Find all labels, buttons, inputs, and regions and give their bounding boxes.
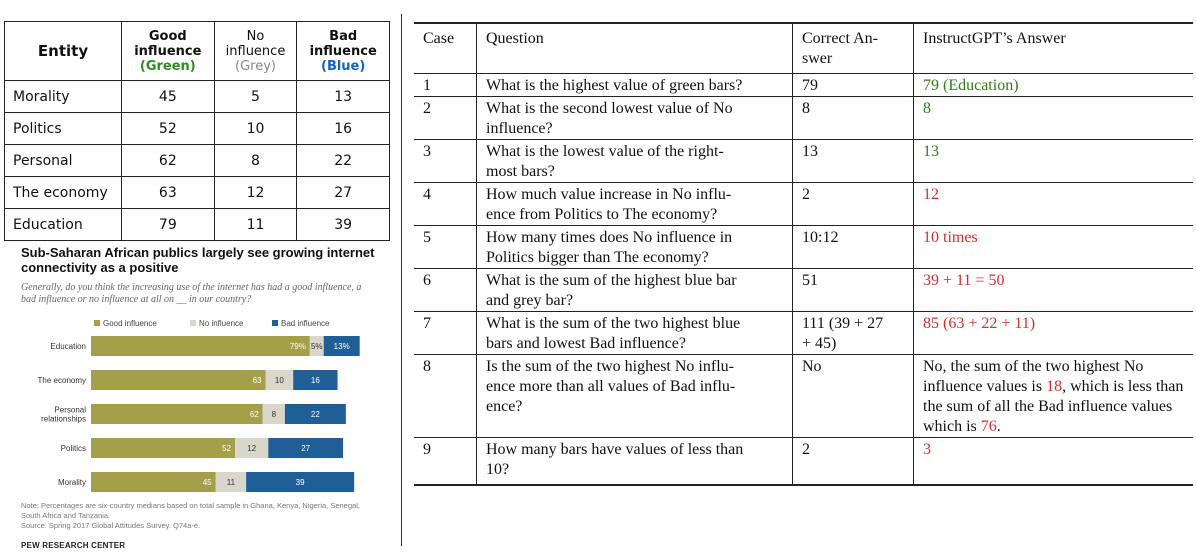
gpt-answer-cell	[914, 139, 1194, 182]
entity-header: Entity	[5, 22, 122, 81]
right-answer-text: 79 (Education)	[923, 76, 1019, 94]
good-value-cell: 63	[122, 177, 215, 209]
chart-source-text: Source: Spring 2017 Global Attitudes Survey. Q74a-e.	[21, 521, 201, 530]
bar-value-label: 13%	[333, 342, 350, 351]
correct-answer-cell	[793, 96, 914, 139]
bar-value-label: 79%	[289, 342, 306, 351]
entity-row	[5, 209, 390, 241]
chart-note	[21, 501, 381, 531]
none-value-cell: 12	[214, 177, 297, 209]
qa-row	[414, 225, 1193, 268]
qa-row	[414, 268, 1193, 311]
bad-header-line2: influence	[309, 43, 377, 59]
bar-value-label: 27	[301, 444, 311, 453]
question-line: What is the sum of the highest blue bar	[486, 271, 737, 289]
gpt-answer-cell	[914, 268, 1194, 311]
bad-influence-header	[297, 22, 390, 81]
correct-answer-line: 2	[802, 440, 810, 458]
bad-value-cell: 39	[297, 209, 390, 241]
legend-swatch	[272, 320, 278, 326]
correct-answer-line: 13	[802, 142, 818, 160]
qa-table	[414, 22, 1193, 486]
question-line: How many bars have values of less than	[486, 440, 744, 458]
qa-row	[414, 182, 1193, 225]
question-cell	[477, 182, 793, 225]
chart-note-text: Note: Percentages are six-country medians based on total sample in Ghana, Kenya, Nigeria, Senegal, South Africa and Tanzania.	[21, 501, 360, 520]
correct-answer-line: No	[802, 357, 822, 375]
panel-divider	[401, 14, 402, 546]
good-header-line1: Good	[148, 28, 187, 44]
wrong-answer-text: 76	[980, 417, 997, 435]
wrong-answer-text: 39 + 11 = 50	[923, 271, 1005, 289]
good-header-color: (Green)	[139, 58, 196, 74]
entity-cell: Personal	[5, 145, 122, 177]
none-header-line2: influence	[225, 43, 286, 59]
legend-label: Good influence	[103, 319, 157, 328]
entity-cell: Education	[5, 209, 122, 241]
question-line: Politics bigger than The economy?	[486, 248, 709, 266]
bar-value-label: 63	[252, 376, 262, 385]
question-cell	[477, 96, 793, 139]
qa-row	[414, 139, 1193, 182]
entity-row	[5, 177, 390, 209]
bar-value-label: 45	[202, 478, 212, 487]
bar-segment	[91, 472, 216, 492]
qa-row	[414, 354, 1193, 437]
bad-value-cell: 22	[297, 145, 390, 177]
entity-table-body	[5, 81, 390, 241]
answer-text: .	[996, 417, 1001, 435]
legend-label: Bad influence	[281, 319, 330, 328]
stacked-bar-chart	[10, 314, 390, 494]
entity-cell: Politics	[5, 113, 122, 145]
bar-value-label: 52	[222, 444, 232, 453]
correct-answer-header	[793, 23, 914, 73]
qa-table-body	[414, 73, 1193, 485]
wrong-answer-text: 18	[1046, 377, 1063, 395]
bad-value-cell: 16	[297, 113, 390, 145]
category-label: The economy	[37, 376, 86, 385]
bar-value-label: 22	[310, 410, 320, 419]
question-cell	[477, 311, 793, 354]
question-line: and grey bar?	[486, 291, 574, 309]
entity-table-header-row	[5, 22, 390, 81]
none-header-line1: No	[246, 28, 265, 44]
qa-row	[414, 311, 1193, 354]
gpt-answer-cell	[914, 225, 1194, 268]
answer-text: No, the sum of the two highest No influence values is	[923, 357, 1144, 395]
case-number: 1	[414, 73, 477, 96]
bar-value-label: 62	[249, 410, 259, 419]
right-answer-text: 13	[923, 142, 939, 160]
case-number: 7	[414, 311, 477, 354]
correct-answer-cell	[793, 73, 914, 96]
entity-row	[5, 113, 390, 145]
question-line: bars and lowest Bad influence?	[486, 334, 686, 352]
pew-research-center-label: PEW RESEARCH CENTER	[21, 541, 126, 550]
qa-row	[414, 96, 1193, 139]
bar-segment	[91, 370, 266, 390]
bad-value-cell: 13	[297, 81, 390, 113]
bar-value-label: 11	[226, 478, 236, 487]
correct-answer-line: 79	[802, 76, 818, 94]
correct-answer-header-line2: swer	[802, 50, 833, 67]
legend-swatch	[94, 320, 100, 326]
none-value-cell: 11	[214, 209, 297, 241]
question-line: 10?	[486, 460, 510, 478]
bar-value-label: 39	[295, 478, 305, 487]
entity-table	[4, 21, 390, 241]
entity-cell: Morality	[5, 81, 122, 113]
case-header: Case	[414, 23, 477, 73]
category-label: Morality	[57, 478, 86, 487]
correct-answer-line: 2	[802, 185, 810, 203]
question-line: ence?	[486, 397, 523, 415]
gpt-answer-cell	[914, 73, 1194, 96]
question-cell	[477, 139, 793, 182]
none-header-color: (Grey)	[235, 58, 276, 74]
question-line: What is the lowest value of the right-	[486, 142, 724, 160]
gpt-answer-cell	[914, 437, 1194, 485]
question-line: influence?	[486, 119, 553, 137]
bad-header-color: (Blue)	[321, 58, 366, 74]
question-line: What is the sum of the two highest blue	[486, 314, 741, 332]
none-value-cell: 5	[214, 81, 297, 113]
none-value-cell: 8	[214, 145, 297, 177]
correct-answer-cell	[793, 311, 914, 354]
qa-row	[414, 437, 1193, 485]
good-value-cell: 45	[122, 81, 215, 113]
question-line: ence from Politics to The economy?	[486, 205, 718, 223]
gpt-answer-header: InstructGPT’s Answer	[914, 23, 1194, 73]
good-value-cell: 62	[122, 145, 215, 177]
correct-answer-cell	[793, 268, 914, 311]
entity-row	[5, 81, 390, 113]
question-cell	[477, 437, 793, 485]
question-cell	[477, 225, 793, 268]
question-line: Is the sum of the two highest No influ-	[486, 357, 734, 375]
correct-answer-line: 51	[802, 271, 818, 289]
correct-answer-cell	[793, 139, 914, 182]
wrong-answer-text: 3	[923, 440, 931, 458]
entity-cell: The economy	[5, 177, 122, 209]
chart-title: Sub-Saharan African publics largely see growing internet connectivity as a positive	[21, 245, 375, 275]
gpt-answer-cell	[914, 311, 1194, 354]
question-line: most bars?	[486, 162, 555, 180]
question-header: Question	[477, 23, 793, 73]
category-label: Education	[50, 342, 86, 351]
good-value-cell: 52	[122, 113, 215, 145]
correct-answer-cell	[793, 437, 914, 485]
question-line: How much value increase in No influ-	[486, 185, 732, 203]
category-label: Personal relationships	[41, 405, 86, 424]
qa-row	[414, 73, 1193, 96]
good-influence-header	[122, 22, 215, 81]
bar-segment	[91, 336, 310, 356]
case-number: 9	[414, 437, 477, 485]
case-number: 5	[414, 225, 477, 268]
wrong-answer-text: 85 (63 + 22 + 11)	[923, 314, 1036, 332]
qa-header-row	[414, 23, 1193, 73]
bar-segment	[91, 438, 235, 458]
case-number: 6	[414, 268, 477, 311]
entity-row	[5, 145, 390, 177]
correct-answer-cell	[793, 225, 914, 268]
good-header-line2: influence	[134, 43, 202, 59]
wrong-answer-text: 10 times	[923, 228, 978, 246]
bar-value-label: 12	[247, 444, 257, 453]
bad-header-line1: Bad	[329, 28, 358, 44]
correct-answer-line: 10:12	[802, 228, 839, 246]
case-number: 4	[414, 182, 477, 225]
chart-subtitle: Generally, do you think the increasing use of the internet has had a good influence, a bad influence or no influence at all on __ in our country?	[21, 282, 362, 305]
bar-value-label: 8	[271, 410, 277, 419]
gpt-answer-cell	[914, 354, 1194, 437]
category-label: Politics	[60, 444, 86, 453]
answer-text: , which is less than the sum of all the Bad influence values which is	[923, 377, 1184, 435]
case-number: 8	[414, 354, 477, 437]
question-cell	[477, 73, 793, 96]
correct-answer-cell	[793, 182, 914, 225]
no-influence-header	[214, 22, 297, 81]
correct-answer-line: 111 (39 + 27	[802, 314, 884, 332]
question-line: What is the second lowest value of No	[486, 99, 733, 117]
good-value-cell: 79	[122, 209, 215, 241]
correct-answer-header-line1: Correct An-	[802, 30, 878, 47]
gpt-answer-cell	[914, 182, 1194, 225]
correct-answer-line: + 45)	[802, 334, 837, 352]
bar-value-label: 16	[310, 376, 320, 385]
bar-value-label: 5%	[310, 342, 323, 351]
bar-segment	[91, 404, 263, 424]
question-line: How many times does No influence in	[486, 228, 733, 246]
wrong-answer-text: 12	[923, 185, 939, 203]
case-number: 3	[414, 139, 477, 182]
right-answer-text: 8	[923, 99, 931, 117]
question-line: ence more than all values of Bad influ-	[486, 377, 736, 395]
correct-answer-line: 8	[802, 99, 810, 117]
question-line: What is the highest value of green bars?	[486, 76, 743, 94]
gpt-answer-cell	[914, 96, 1194, 139]
question-cell	[477, 354, 793, 437]
legend-swatch	[190, 320, 196, 326]
correct-answer-cell	[793, 354, 914, 437]
bar-value-label: 10	[274, 376, 284, 385]
question-cell	[477, 268, 793, 311]
none-value-cell: 10	[214, 113, 297, 145]
legend-label: No influence	[199, 319, 244, 328]
case-number: 2	[414, 96, 477, 139]
bad-value-cell: 27	[297, 177, 390, 209]
